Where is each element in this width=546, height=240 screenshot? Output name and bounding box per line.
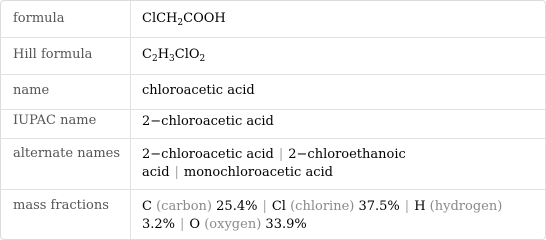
element-name: (hydrogen) <box>429 199 503 214</box>
mass-fractions-value <box>142 198 536 234</box>
row-label-name: name <box>13 83 50 98</box>
hill-formula-value <box>142 46 536 64</box>
alternate-name: 2−chloroacetic acid <box>142 147 274 162</box>
mass-percent: 37.5% <box>358 199 400 214</box>
formula-subscript: 2 <box>177 18 184 28</box>
row-label-iupac-name: IUPAC name <box>13 113 97 128</box>
separator: | <box>278 147 284 162</box>
hill-part: H <box>157 47 170 62</box>
row-label-formula: formula <box>13 11 65 26</box>
row-label-alternate-names: alternate names <box>13 146 121 161</box>
table-row-hill-formula <box>1 38 545 75</box>
alternate-name: 2−chloroethanoic acid <box>142 147 406 180</box>
hill-subscript: 2 <box>151 54 158 64</box>
formula-part: ClCH <box>142 11 178 26</box>
hill-part: ClO <box>174 47 200 62</box>
element-symbol: Cl <box>271 199 286 214</box>
alternate-names-value <box>142 146 536 182</box>
table-row-mass-fractions <box>1 190 545 239</box>
element-name: (carbon) <box>156 199 213 214</box>
mass-percent: 25.4% <box>216 199 258 214</box>
alternate-name: monochloroacetic acid <box>183 165 333 180</box>
mass-percent: 33.9% <box>265 217 307 232</box>
formula-part: COOH <box>183 11 226 26</box>
table-row-name <box>1 75 545 110</box>
table-row-alternate-names <box>1 139 545 190</box>
table-row-formula <box>1 1 545 38</box>
element-name: (oxygen) <box>204 217 262 232</box>
row-label-mass-fractions: mass fractions <box>13 198 109 213</box>
row-label-hill-formula: Hill formula <box>13 47 93 62</box>
iupac-name-value: 2−chloroacetic acid <box>142 114 274 129</box>
element-symbol: C <box>142 199 152 214</box>
separator: | <box>180 217 185 232</box>
element-name: (chlorine) <box>290 199 355 214</box>
element-symbol: H <box>414 199 426 214</box>
mass-percent: 3.2% <box>142 217 176 232</box>
separator: | <box>404 199 410 214</box>
hill-part: C <box>142 47 152 62</box>
name-value: chloroacetic acid <box>142 83 255 98</box>
separator: | <box>174 165 179 180</box>
separator: | <box>262 199 267 214</box>
table-row-iupac-name <box>1 110 545 139</box>
hill-subscript: 3 <box>169 54 175 64</box>
element-symbol: O <box>189 217 201 232</box>
hill-subscript: 2 <box>199 54 206 64</box>
formula-value <box>142 10 536 28</box>
